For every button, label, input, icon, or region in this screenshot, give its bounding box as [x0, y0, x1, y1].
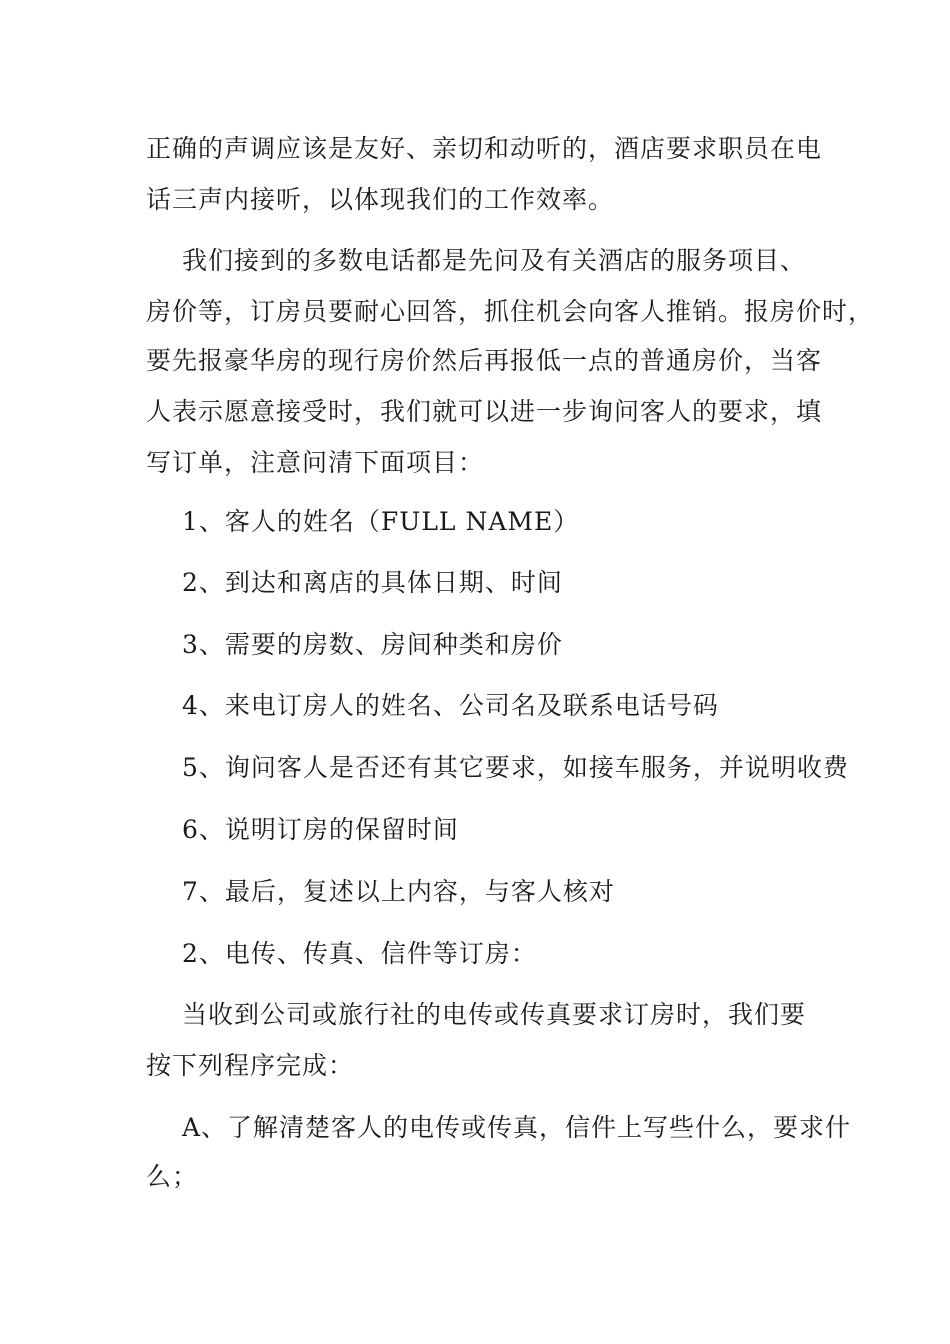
paragraph-line: 话三声内接听，以体现我们的工作效率。 [146, 185, 615, 214]
list-item: 2、到达和离店的具体日期、时间 [182, 568, 563, 597]
list-item: 4、来电订房人的姓名、公司名及联系电话号码 [182, 691, 719, 720]
list-item: 7、最后，复述以上内容，与客人核对 [182, 877, 615, 906]
paragraph-line: A、了解清楚客人的电传或传真，信件上写些什么，要求什 [182, 1113, 852, 1142]
paragraph-line: 房价等，订房员要耐心回答，抓住机会向客人推销。报房价时， [146, 297, 875, 326]
section-heading: 2、电传、传真、信件等订房： [182, 939, 537, 968]
paragraph-line: 写订单，注意问清下面项目： [146, 448, 485, 477]
paragraph-line: 正确的声调应该是友好、亲切和动听的，酒店要求职员在电 [146, 134, 823, 163]
paragraph-line: 按下列程序完成： [146, 1051, 355, 1080]
paragraph-line: 要先报豪华房的现行房价然后再报低一点的普通房价，当客 [146, 346, 823, 375]
list-item: 6、说明订房的保留时间 [182, 815, 459, 844]
paragraph-line: 么； [146, 1162, 199, 1191]
list-item: 3、需要的房数、房间种类和房价 [182, 630, 563, 659]
paragraph-line: 人表示愿意接受时，我们就可以进一步询问客人的要求，填 [146, 397, 823, 426]
list-item: 1、客人的姓名（FULL NAME） [182, 507, 580, 536]
list-item: 5、询问客人是否还有其它要求，如接车服务，并说明收费 [182, 753, 849, 782]
paragraph-line: 我们接到的多数电话都是先问及有关酒店的服务项目、 [182, 246, 807, 275]
paragraph-line: 当收到公司或旅行社的电传或传真要求订房时，我们要 [182, 1000, 807, 1029]
